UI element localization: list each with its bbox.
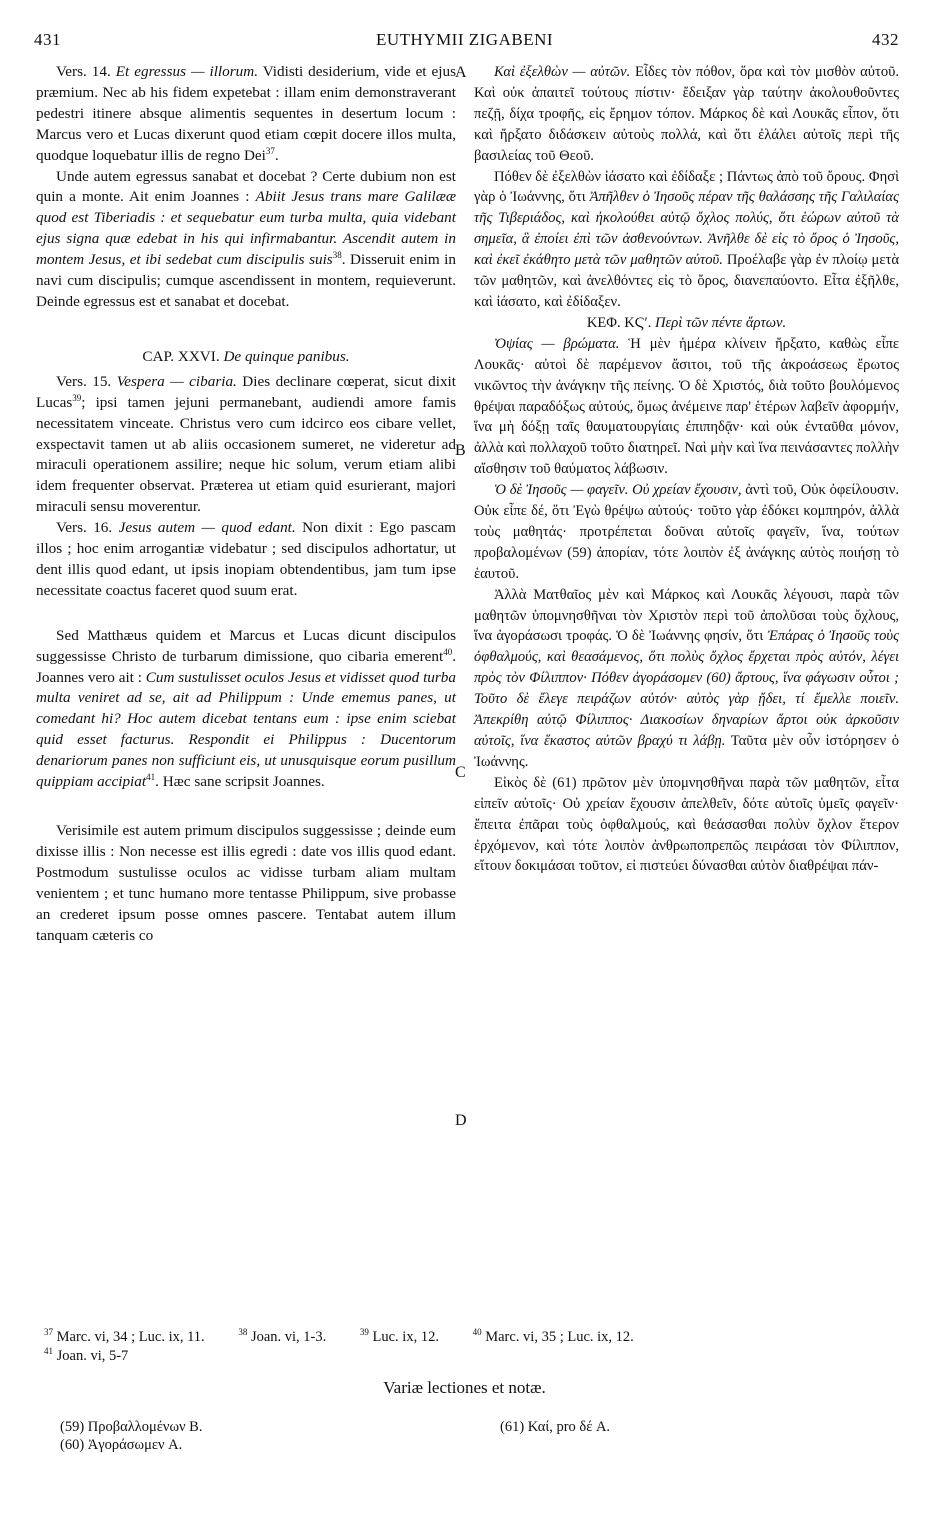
footnote-number: 41 — [44, 1346, 53, 1357]
chapter-title: Περὶ τῶν πέντε ἄρτων. — [655, 314, 787, 331]
margin-mark-b: B — [455, 442, 466, 459]
verse-label: Vers. 15. — [56, 372, 117, 390]
footnote-ref: 41 — [146, 772, 156, 783]
footnote — [473, 1329, 634, 1345]
latin-paragraph — [36, 626, 456, 793]
footnote-text: Luc. ix, 12. — [368, 1329, 439, 1345]
commentary-text: Verisimile est autem primum discipulos suggessisse ; deinde eum dixisse illis : Non necesse est illis egredi : date vos illis quod edant. Postmodum sustulisse oculos ac vidisse turbam aliam multam venientem ; et tunc humano more tentasse Philippum, sive probasse an crederet ipsum posse omnes pascere. Tentabat autem illum tanquam cæteris co — [36, 822, 456, 944]
footnote-text: Joan. vi, 1-3. — [247, 1329, 327, 1345]
footnote-text: Joan. vi, 5-7 — [53, 1348, 129, 1364]
commentary-text: Ἡ μὲν ἡμέρα κλίνειν ἤρξατο, καθὼς εἶπε Λουκᾶς· αὐτοὶ δὲ παρέμενον ἄσιτοι, τοῦ τῆς ἀκροάσεως ἔρωτος νικῶντος τὴν ἀνάγκην τῆς πείνης. Ὁ δὲ Χριστός, διὰ τοῦτο βουλόμενος θρέψαι παραδόξως αὐτούς, ὅμως ἀνέμεινε παρ' ἑτέρων λαβεῖν ἀφορμήν, ἵνα μὴ δόξῃ ταῖς θαυματουργίαις ἐπιπηδᾷν· καὶ οὐκ ἐνταῦθα μόνον, ἀλλὰ καὶ πολλαχοῦ τοῦτο διατηρεῖ. Ναὶ μὴν καὶ ἵνα πεινάσαντες πολλὴν αἴσθησιν τοῦ θαύματος λάβωσιν. — [474, 335, 899, 478]
footnote-text: Marc. vi, 34 ; Luc. ix, 11. — [53, 1329, 205, 1345]
chapter-heading — [474, 313, 899, 334]
commentary-text: . Joannes vero ait : — [36, 647, 456, 686]
quotation: Ἐπάρας ὁ Ἰησοῦς τοὺς ὀφθαλμούς, καὶ θεασάμενος, ὅτι πολὺς ὄχλος ἔρχεται πρὸς αὐτόν, λέγει πρὸς τὸν Φίλιππον· Πόθεν ἀγοράσομεν (60) ἄρτους, ἵνα φάγωσιν οὗτοι ; Τοῦτο δὲ ἔλεγε πειράζων αὐτόν· αὐτὸς γὰρ ᾔδει, τί ἔμελλε ποιεῖν. Ἀπεκρίθη αὐτῷ Φίλιππος· Διακοσίων δηναρίων ἄρτοι οὐκ ἀρκοῦσιν αὐτοῖς, ἵνα ἕκαστος αὐτῶν βραχύ τι λάβῃ. — [474, 628, 899, 749]
footnotes — [44, 1328, 904, 1366]
footnote-number: 40 — [472, 1327, 482, 1338]
margin-mark-c: C — [455, 764, 466, 781]
footnote — [44, 1329, 205, 1345]
commentary-text: Unde autem egressus sanabat et docebat ? Certe dubium non est quin a monte. Ait enim Joannes : — [36, 167, 456, 206]
greek-paragraph — [474, 334, 899, 480]
variant-note: (61) Καί, pro δέ A. — [500, 1419, 611, 1435]
margin-mark-a: A — [455, 64, 467, 81]
latin-paragraph — [36, 167, 456, 313]
commentary-text: Πόθεν δὲ ἐξελθὼν ἰάσατο καὶ ἐδίδαξε ; Πάντως ἀπὸ τοῦ ὄρους. Φησὶ γὰρ ὁ Ἰωάννης, ὅτι — [474, 168, 899, 206]
footnote-ref: 40 — [443, 646, 453, 657]
lemma: Ὀψίας — βρώματα. — [494, 335, 620, 352]
chapter-number: CAP. XXVI. — [142, 347, 224, 365]
quotation: Cum sustulisset oculos Jesus et vidisset quod turba multa veniret ad se, ait ad Philippum : Unde ememus panes, ut comedant hi? Hoc autem dicebat tentans eum : ipse enim sciebat quid esset facturus. Respondit ei Philippus : Ducentorum denariorum panes non sufficiunt eis, ut unusquisque eorum pusillum quippiam accipiat — [36, 668, 456, 791]
commentary-text: Εἶδες τὸν πόθον, ὅρα καὶ τὸν μισθὸν αὐτοῦ. Καὶ οὐκ ἀπαιτεῖ τούτους πίστιν· ἔδειξαν γὰρ ταύτην ἀκολουθοῦντες πεζῇ, δίχα τροφῆς, εἰς ἔρημον τόπον. Μάρκος δὲ καὶ Λουκᾶς εἶπον, ὅτι καὶ ἤρξατο διδάσκειν αὐτοὺς πολλά, καὶ ὅτι ἐλάλει αὐτοῖς περὶ τῆς βασιλείας τοῦ Θεοῦ. — [474, 64, 900, 164]
commentary-text: Προέλαβε γὰρ ἐν πλοίῳ μετὰ τῶν μαθητῶν, καὶ ἀνελθόντες εἰς τὸ ὄρος, διανεπαύοντο. Εἶτα ἐξῆλθε, καὶ ἰάσατο, καὶ ἐδίδαξεν. — [474, 252, 900, 310]
commentary-text: . Disseruit enim in navi cum discipulis; cumque ascendissent in montem, requieverunt. Deinde egressus est et sanabat et docebat. — [36, 251, 456, 310]
greek-column — [474, 62, 899, 877]
commentary-text: Ἀλλὰ Ματθαῖος μὲν καὶ Μάρκος καὶ Λουκᾶς λέγουσι, παρὰ τῶν μαθητῶν ὑπομνησθῆναι τὸν Χριστὸν περὶ τοῦ ἀπολῦσαι τοὺς ὄχλους, ἵνα ἀγοράσωσι τροφάς. Ὁ δὲ Ἰωάννης φησίν, ὅτι — [474, 586, 899, 645]
verse-label: Vers. 16. — [56, 519, 119, 537]
commentary-text: Ταῦτα μὲν οὖν ἱστόρησεν ὁ Ἰωάννης. — [474, 733, 899, 770]
commentary-text: ἀντὶ τοῦ, Οὐκ ὀφείλουσιν. Οὐκ εἶπε δέ, ὅτι Ἐγὼ θρέψω αὐτούς· τοῦτο γὰρ ἐδόκει κομπηρόν, ἀλλὰ τοὺς μαθητάς· προτρέπεται δοῦναι αὐτοῖς φαγεῖν, ἵνα, τούτων προβαλομένων (59) ἀπορίαν, τότε λοιπὸν ἐξ ἀνάγκης αὐτὸς ποιήσῃ τὸ ἑαυτοῦ. — [474, 482, 899, 582]
lemma: Καὶ ἐξελθὼν — αὐτῶν. — [494, 64, 631, 80]
latin-paragraph — [36, 518, 456, 602]
footnote-number: 38 — [238, 1327, 248, 1338]
variants-right — [500, 1418, 610, 1436]
margin-mark-d: D — [455, 1112, 467, 1129]
commentary-text: Dies declinare cœperat, sicut dixit Lucas — [36, 372, 456, 411]
variants-left — [60, 1418, 202, 1454]
commentary-text: Non dixit : Ego pascam illos ; hoc enim arrogantiæ videbatur ; sed discipulos adhortatur, ut dent illis quod edant, ut ipsis inopiam obtendentibus, jam tum ipse necessitate coactus faceret quod suum erat. — [36, 519, 456, 599]
greek-paragraph — [474, 480, 899, 585]
footnote — [44, 1348, 128, 1364]
footnote-number: 37 — [44, 1327, 53, 1338]
greek-paragraph — [474, 167, 899, 313]
greek-paragraph — [474, 585, 899, 773]
latin-paragraph — [36, 372, 456, 518]
lemma: Et egressus — illorum. — [115, 63, 259, 80]
lemma: Vespera — cibaria. — [116, 372, 237, 390]
lemma: Jesus autem — quod edant. — [118, 519, 296, 537]
commentary-text: Εἰκὸς δὲ (61) πρῶτον μὲν ὑπομνησθῆναι παρὰ τῶν μαθητῶν, εἶτα εἰπεῖν αὐτοῖς· Οὐ χρείαν ἔχουσιν ἀπελθεῖν, δότε αὐτοῖς ὑμεῖς φαγεῖν· ἔπειτα ἐπᾶραι τοὺς ὀφθαλμούς, καὶ θεάσασθαι πολὺν ὄχλον ἕτερον ἐρχόμενον, καὶ τότε λοιπὸν ἀνθρωποπρεπῶς πειράσαι τὸν Φίλιππον, εἴτουν δοκιμάσαι τοῦτον, εἰ πιστεύει δύνασθαι αὐτὸν διαθρέψαι πάν- — [474, 774, 899, 875]
variants-heading: Variæ lectiones et notæ. — [383, 1378, 546, 1397]
footnote-ref: 37 — [265, 145, 275, 156]
footnote-text: Marc. vi, 35 ; Luc. ix, 12. — [481, 1329, 634, 1345]
commentary-text: Sed Matthæus quidem et Marcus et Lucas dicunt discipulos suggessisse Christo de turbarum dimissione, quo cibaria emerent — [36, 626, 456, 665]
latin-paragraph: Vers. 14. Et egressus — illorum. Vidisti desiderium, vide et ejus præmium. Nec ab his fidem expetebat : illam enim demonstraverant pedestri itinere absque alimentis sequentes in desertum locum : Marcus vero et Lucas dixerunt quod etiam cœpit docere illos multa, quodque loquebatur illis de regno Dei$^{37}$. — [36, 63, 456, 164]
commentary-text: ; ipsi tamen jejuni permanebant, audiendi amore famis necessitatem vinceate. Christus vero cum idcirco eos cibare vellet, exspectavit tamen ut ab aliis occasionem sumeret, ne videretur ad miraculi operationem assilire; neque hic solum, verum etiam alibi idem frequenter observat. Præterea ut etiam quid esurierant, majori miraculi sensu moverentur. — [36, 393, 456, 516]
quotation: Ἀπῆλθεν ὁ Ἰησοῦς πέραν τῆς θαλάσσης τῆς Γαλιλαίας τῆς Τιβεριάδος, καὶ ἠκολούθει αὐτῷ ὄχλος πολύς, ὅτι ἑώρων αὐτοῦ τὰ σημεῖα, ἃ ἐποίει ἐπὶ τῶν ἀσθενούντων. Ἀνῆλθε δὲ εἰς τὸ ὄρος ὁ Ἰησοῦς, καὶ ἐκεῖ ἐκάθητο μετὰ τῶν μαθητῶν αὐτοῦ. — [474, 189, 900, 269]
chapter-title: De quinque panibus. — [223, 347, 350, 365]
lemma: Ὁ δὲ Ἰησοῦς — φαγεῖν. Οὐ χρείαν ἔχουσιν, — [494, 482, 742, 499]
chapter-number: ΚΕΦ. ΚϚʹ. — [586, 314, 656, 331]
chapter-heading — [36, 347, 456, 368]
footnote-ref: 39 — [72, 392, 82, 403]
footnote-number: 39 — [359, 1327, 369, 1338]
latin-column — [36, 62, 456, 946]
left-page-number: 431 — [34, 30, 61, 49]
quotation: Abiit Jesus trans mare Galilææ quod est Tiberiadis : et sequebatur eum turba multa, quia videbant ejus signa quæ edebat in his qui infirmabantur. Ascendit autem in montem Jesus, et ibi sedebat cum discipulis suis — [36, 188, 456, 269]
footnote — [360, 1329, 439, 1345]
footnote — [238, 1329, 326, 1345]
latin-paragraph — [36, 821, 456, 946]
variant-note: (60) Ἀγοράσωμεν A. — [60, 1437, 183, 1453]
greek-paragraph — [474, 62, 899, 167]
variant-note: (59) Προβαλλομένων B. — [60, 1419, 203, 1435]
greek-paragraph — [474, 773, 899, 878]
verse-label: Vers. 14. — [56, 63, 116, 80]
commentary-text: Vidisti desiderium, vide et ejus præmium. Nec ab his fidem expetebat : illam enim demonstraverant pedestri itinere absque alimentis sequentes in desertum locum : Marcus vero et Lucas dixerunt quod etiam cœpit docere illos multa, quodque loquebatur illis de regno Dei — [36, 63, 456, 164]
footnote-ref: 38 — [332, 250, 342, 261]
right-page-number: 432 — [872, 30, 899, 49]
commentary-text: . Hæc sane scripsit Joannes. — [155, 773, 325, 791]
running-title: EUTHYMII ZIGABENI — [375, 30, 554, 49]
